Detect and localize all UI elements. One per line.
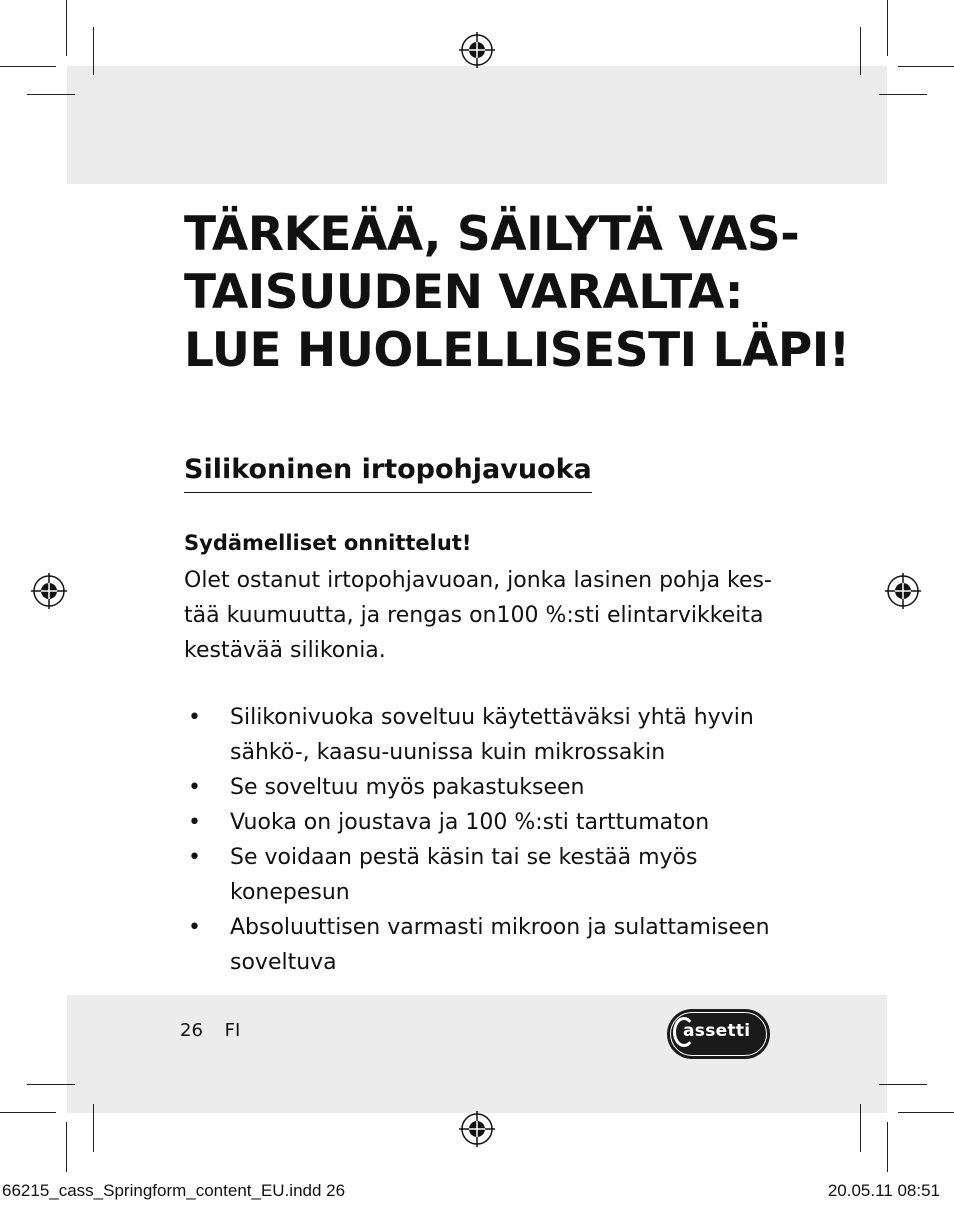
bullet-icon: • — [188, 775, 201, 800]
page-footer — [180, 1020, 240, 1041]
list-item-line: Absoluuttisen varmasti mikroon ja sulattamiseen — [230, 915, 770, 940]
list-item-line: sähkö-, kaasu-uunissa kuin mikrossakin — [230, 740, 666, 765]
crop-mark — [887, 0, 888, 56]
bullet-icon: • — [188, 915, 201, 940]
bullet-icon: • — [188, 705, 201, 730]
title-line: TÄRKEÄÄ, SÄILYTÄ VAS- — [184, 207, 800, 262]
list-item — [184, 840, 770, 910]
crop-mark — [66, 1122, 67, 1172]
cassetti-logo — [667, 1009, 770, 1059]
list-item — [184, 910, 770, 980]
crop-mark — [27, 94, 75, 95]
crop-mark — [27, 1084, 75, 1085]
crop-mark — [0, 1112, 56, 1113]
registration-mark-icon — [885, 573, 921, 609]
registration-mark-icon — [459, 1111, 495, 1147]
intro-heading: Sydämelliset onnittelut! — [184, 531, 472, 555]
page-title — [184, 206, 850, 380]
crop-mark — [860, 1104, 861, 1152]
crop-mark — [887, 1122, 888, 1172]
list-item — [184, 770, 770, 805]
crop-mark — [860, 27, 861, 75]
list-item-line: Silikonivuoka soveltuu käytettäväksi yhtä hyvin — [230, 705, 754, 730]
title-line: TAISUUDEN VARALTA: — [184, 265, 744, 320]
bullet-icon: • — [188, 810, 201, 835]
crop-mark — [93, 1104, 94, 1152]
intro-line: tää kuumuutta, ja rengas on100 %:sti elintarvikkeita — [184, 603, 764, 628]
intro-line: kestävää silikonia. — [184, 638, 386, 663]
crop-mark — [898, 66, 954, 67]
list-item-line: Vuoka on joustava ja 100 %:sti tarttumaton — [230, 810, 710, 835]
feature-list — [184, 700, 770, 980]
crop-mark — [898, 1112, 954, 1113]
list-item-line: Se soveltuu myös pakastukseen — [230, 775, 585, 800]
header-band — [67, 66, 887, 184]
section-heading: Silikoninen irtopohjavuoka — [184, 450, 592, 493]
registration-mark-icon — [459, 32, 495, 68]
list-item-line: konepesun — [230, 880, 350, 905]
crop-mark — [879, 1084, 927, 1085]
intro-paragraph — [184, 563, 772, 668]
registration-mark-icon — [31, 573, 67, 609]
bullet-icon: • — [188, 845, 201, 870]
footer-band — [67, 995, 887, 1113]
list-item — [184, 805, 770, 840]
list-item-line: Se voidaan pestä käsin tai se kestää myös — [230, 845, 698, 870]
print-slug-filename: 66215_cass_Springform_content_EU.indd 26 — [2, 1181, 346, 1200]
crop-mark — [66, 0, 67, 56]
title-line: LUE HUOLELLISESTI LÄPI! — [184, 323, 850, 378]
list-item-line: soveltuva — [230, 950, 337, 975]
crop-mark — [93, 27, 94, 75]
intro-line: Olet ostanut irtopohjavuoan, jonka lasinen pohja kes- — [184, 568, 772, 593]
language-code: FI — [224, 1020, 241, 1041]
print-slug-date: 20.05.11 08:51 — [827, 1181, 940, 1200]
page-number: 26 — [180, 1020, 203, 1041]
logo-text: assetti — [683, 1021, 751, 1041]
crop-mark — [0, 66, 56, 67]
crop-mark — [879, 94, 927, 95]
list-item — [184, 700, 770, 770]
